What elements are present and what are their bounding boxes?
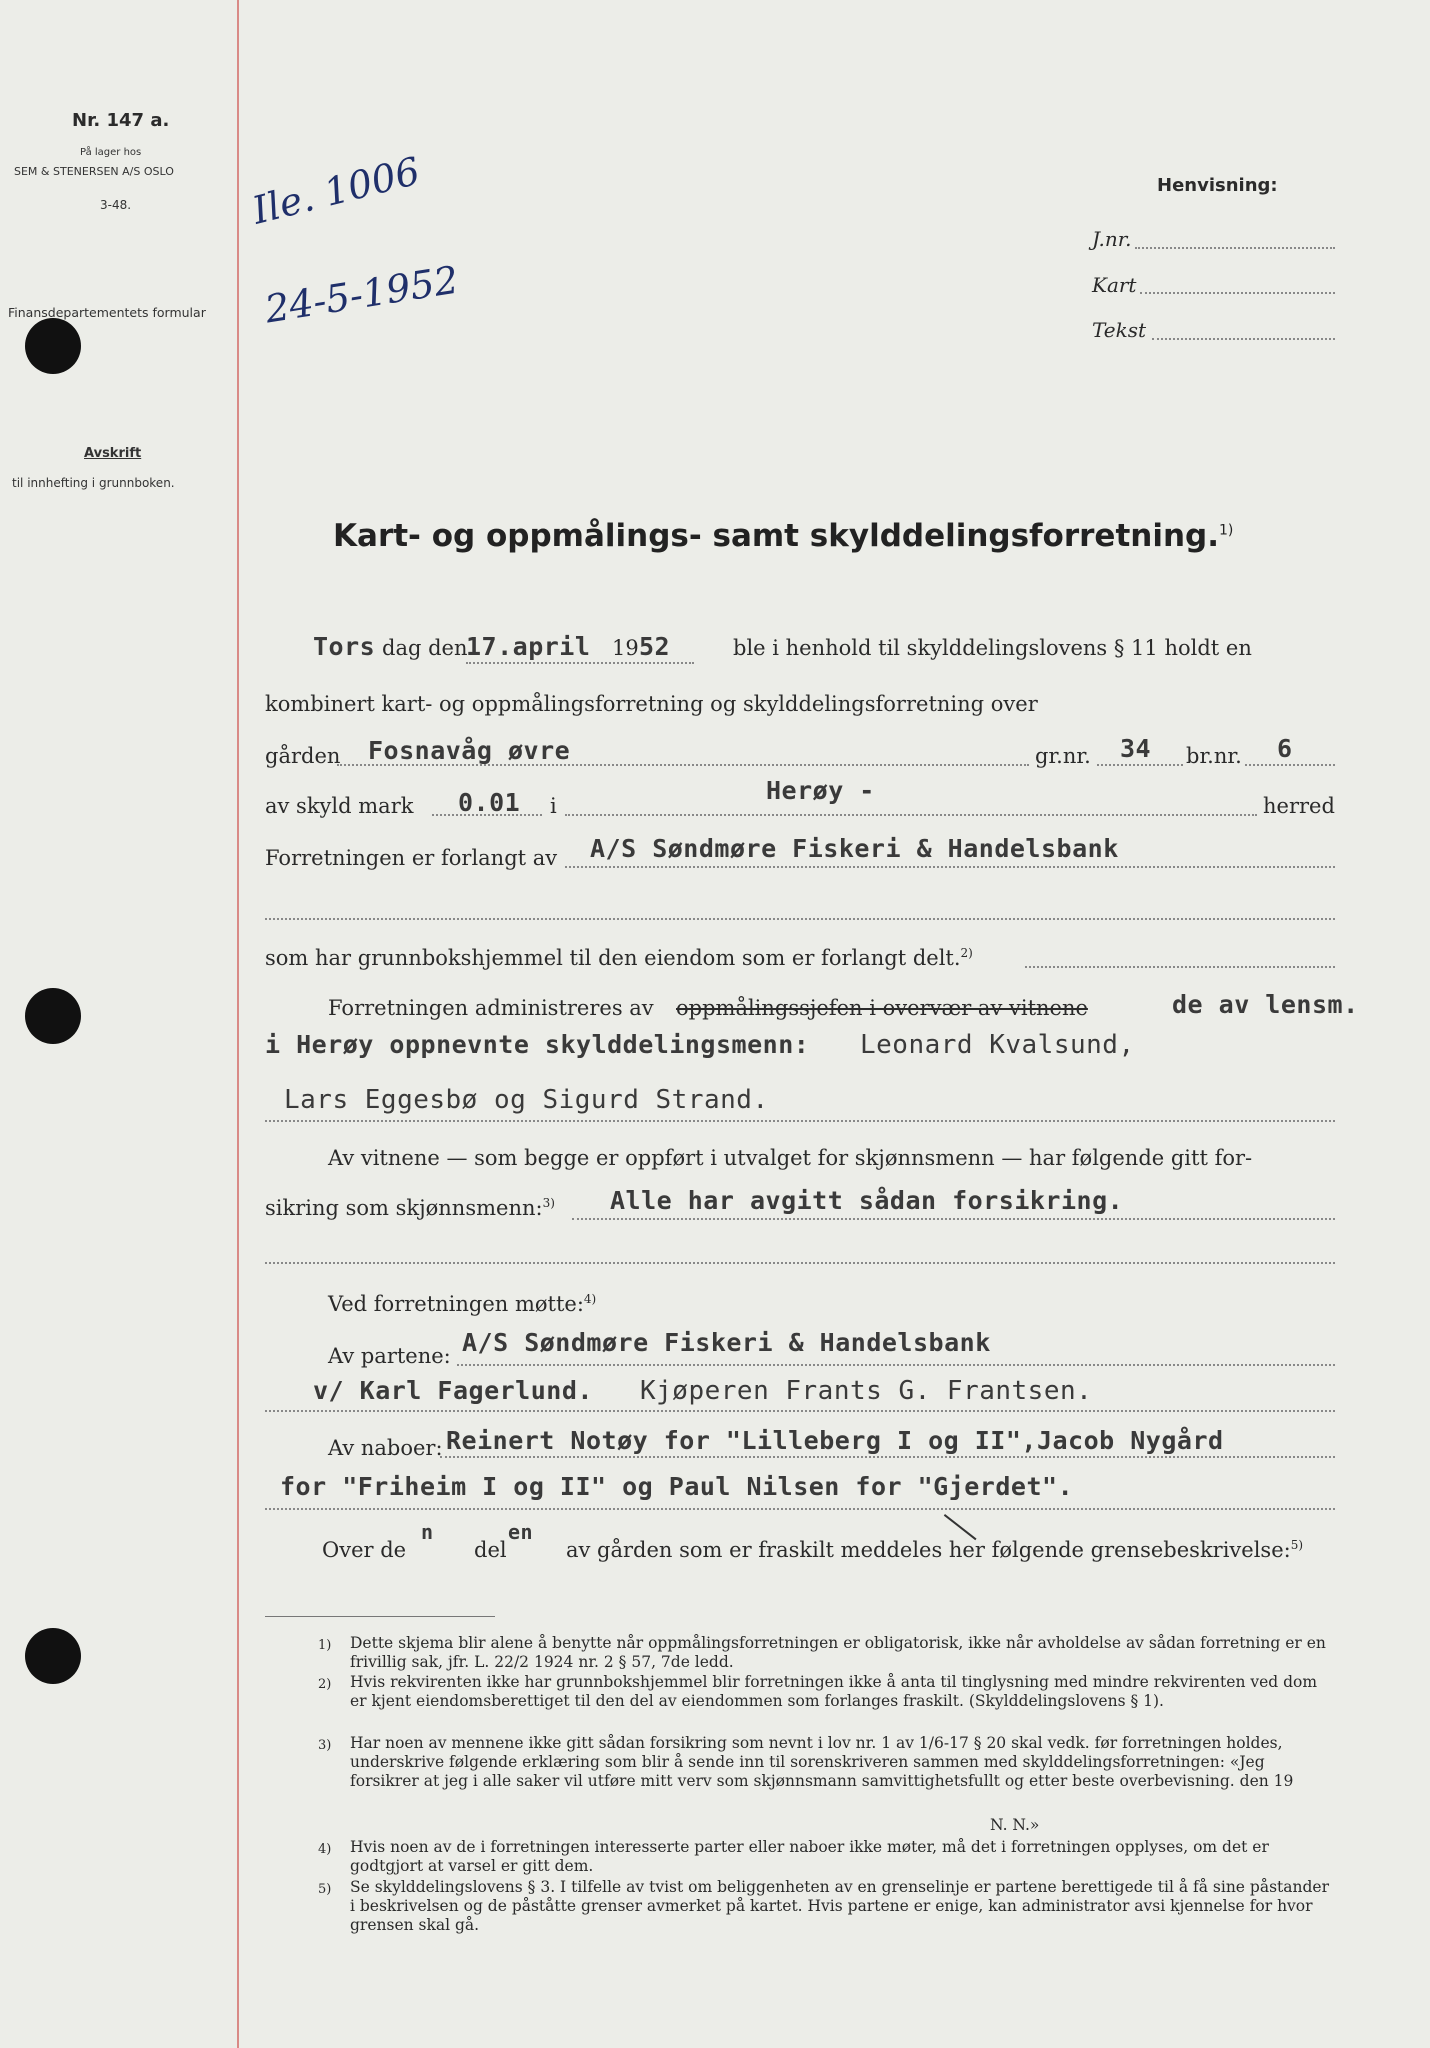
brnr-line <box>1245 764 1335 766</box>
footnote-1-num: 1) <box>318 1638 332 1653</box>
vitne-note: 3) <box>542 1196 555 1210</box>
footnote-2-text: Hvis rekvirenten ikke har grunnbokshjemmel blir forretningen ikke å anta til tinglysning med mindre rekvirenten ved dom er kjent eiendomsberettiget til den del av eiendommen som forlanges fraskilt. (Skylddelingslovens § 1). <box>350 1673 1318 1710</box>
grnr-line <box>1097 764 1183 766</box>
admin-struck-text: oppmålingssjefen i overvær av vitnene <box>676 996 1088 1020</box>
vitne-line-2 <box>265 1262 1335 1264</box>
parties-line <box>457 1364 1335 1366</box>
skyld-line <box>432 814 542 816</box>
day-prefix: Tors <box>313 632 376 661</box>
neighbours-value-1: Reinert Notøy for "Lilleberg I og II",Jacob Nygård <box>446 1426 1224 1455</box>
footnote-3-text: Har noen av mennene ikke gitt sådan forsikring som nevnt i lov nr. 1 av 1/6-17 § 20 skal vedk. før forretningen holdes, underskrive følgende erklæring som blir å sende inn til sorenskriveren sammen med skylddelingsforretningen: «Jeg forsikrer at jeg i alle saker vil utføre mitt verv som skjønnsmann samvittighetsfullt og etter beste overbevisning. den 19 <box>350 1734 1294 1790</box>
skyld-label: av skyld mark <box>265 794 414 818</box>
tekst-label: Tekst <box>1092 318 1147 342</box>
page-title-text: Kart- og oppmålings- samt skylddelingsforretning. <box>333 518 1219 554</box>
admin-value-1: de av lensm. <box>1172 990 1359 1019</box>
vitne-text-1: Av vitnene — som begge er oppført i utvalget for skjønnsmenn — har følgende gitt for- <box>328 1146 1253 1170</box>
parties-value-2b: Kjøperen Frants G. Frantsen. <box>640 1376 1093 1406</box>
handwritten-reference: Ile. 1006 <box>248 148 425 233</box>
publisher-line-1: På lager hos <box>80 147 142 158</box>
requested-line-2 <box>265 918 1335 920</box>
over-label-2: del <box>474 1538 507 1562</box>
herred-label: herred <box>1263 794 1335 818</box>
footnote-2-num: 2) <box>318 1677 332 1692</box>
brnr-value: 6 <box>1277 734 1293 763</box>
brnr-label: br.nr. <box>1186 744 1242 768</box>
ministry-label: Finansdepartementets formular <box>8 305 206 320</box>
jnr-line <box>1135 247 1335 249</box>
admin-line-3 <box>265 1120 1335 1122</box>
footnote-5-text: Se skylddelingslovens § 3. I tilfelle av tvist om beliggenheten av en grenselinje er partene berettigede til å få sine påstander i beskrivelsen og de påståtte grenser avmerket på kartet. Hvis partene er enige, kan administrator avsi kjennelse for hvor grensen skal gå. <box>350 1878 1329 1934</box>
tekst-line <box>1152 338 1335 340</box>
date-value: 17.april <box>466 632 591 661</box>
requested-value: A/S Søndmøre Fiskeri & Handelsbank <box>590 834 1119 863</box>
neighbours-value-2: for "Friheim I og II" og Paul Nilsen for "Gjerdet". <box>280 1472 1074 1501</box>
parties-label: Av partene: <box>328 1344 451 1368</box>
vitne-text-2 <box>265 1196 555 1220</box>
grnr-value: 34 <box>1120 734 1152 763</box>
footnote-4-num: 4) <box>318 1842 332 1857</box>
parties-line-2 <box>265 1410 1335 1412</box>
date-line <box>466 662 694 664</box>
footnote-1-text: Dette skjema blir alene å benytte når oppmålingsforretningen er obligatorisk, ikke når avholdelse av sådan forretning er en frivillig sak, jfr. L. 22/2 1924 nr. 2 § 57, 7de ledd. <box>350 1634 1326 1671</box>
page-title <box>333 518 1233 554</box>
parties-value-2a: v/ Karl Fagerlund. <box>313 1376 593 1405</box>
met-note: 4) <box>583 1292 597 1306</box>
line1-tail: ble i henhold til skylddelingslovens § 11 holdt en <box>733 636 1252 660</box>
year-prefix: 19 <box>612 636 639 660</box>
kart-line <box>1140 292 1335 294</box>
date-code: 3-48. <box>100 198 132 212</box>
parties-value-1: A/S Søndmøre Fiskeri & Handelsbank <box>462 1328 991 1357</box>
margin-rule <box>237 0 239 2048</box>
punch-hole-middle <box>25 988 81 1044</box>
vitne-text-2-main: sikring som skjønnsmenn: <box>265 1196 543 1220</box>
requested-line <box>565 866 1335 868</box>
punch-hole-top <box>25 318 81 374</box>
footnote-separator <box>265 1616 495 1617</box>
footnote-3-num: 3) <box>318 1738 332 1753</box>
form-number: Nr. 147 a. <box>72 110 170 131</box>
farm-line <box>337 764 1029 766</box>
over-label-3 <box>566 1538 1303 1562</box>
i-label: i <box>550 794 557 818</box>
reference-heading: Henvisning: <box>1157 175 1278 196</box>
skyld-value: 0.01 <box>458 788 521 817</box>
punch-hole-bottom <box>25 1628 81 1684</box>
vitne-line <box>572 1218 1335 1220</box>
copy-note: til innhefting i grunnboken. <box>12 476 175 490</box>
grunnbok-text-main: som har grunnbokshjemmel til den eiendom som er forlangt delt. <box>265 946 961 970</box>
footnote-3-signature-text: N. N.» <box>990 1816 1040 1834</box>
grunnbok-text <box>265 946 973 970</box>
footnote-4-text: Hvis noen av de i forretningen interesserte parter eller naboer ikke møter, må det i forretningen opplyses, om det er godtgjort at varsel er gitt dem. <box>350 1838 1269 1875</box>
jnr-label: J.nr. <box>1092 227 1132 251</box>
neighbours-line-2 <box>265 1508 1335 1510</box>
year-value: 52 <box>639 632 671 661</box>
admin-value-3: Lars Eggesbø og Sigurd Strand. <box>284 1085 769 1115</box>
admin-value-2: i Herøy oppnevnte skylddelingsmenn: <box>265 1030 810 1059</box>
admin-value-2b: Leonard Kvalsund, <box>860 1030 1135 1060</box>
over-label-3-text: av gården som er fraskilt meddeles her følgende grensebeskrivelse: <box>566 1538 1291 1562</box>
requested-label: Forretningen er forlangt av <box>265 846 558 870</box>
met-label-text: Ved forretningen møtte: <box>328 1292 584 1316</box>
pen-mark <box>944 1514 977 1540</box>
kart-label: Kart <box>1092 273 1137 297</box>
farm-label: gården <box>265 744 341 768</box>
met-label <box>328 1292 596 1316</box>
herred-line <box>565 814 1257 816</box>
herred-value: Herøy - <box>766 776 875 805</box>
over-sup-1: n <box>421 1520 434 1544</box>
farm-value: Fosnavåg øvre <box>368 736 571 765</box>
over-note: 5) <box>1290 1538 1304 1552</box>
over-sup-2: en <box>508 1520 534 1544</box>
handwritten-date: 24-5-1952 <box>262 257 462 332</box>
footnote-5-num: 5) <box>318 1882 332 1897</box>
line2-text: kombinert kart- og oppmålingsforretning og skylddelingsforretning over <box>265 692 1038 716</box>
over-label-1: Over de <box>322 1538 407 1562</box>
admin-label: Forretningen administreres av <box>328 996 654 1020</box>
day-label: dag den <box>382 636 468 660</box>
grunnbok-note: 2) <box>960 946 973 960</box>
neighbours-label: Av naboer: <box>328 1436 443 1460</box>
publisher-line-2: SEM & STENERSEN A/S OSLO <box>14 165 174 178</box>
title-note: 1) <box>1219 522 1234 539</box>
copy-label: Avskrift <box>84 446 142 461</box>
grnr-label: gr.nr. <box>1035 744 1091 768</box>
neighbours-line <box>440 1456 1335 1458</box>
grunnbok-line <box>1025 966 1335 968</box>
vitne-value: Alle har avgitt sådan forsikring. <box>610 1186 1124 1215</box>
